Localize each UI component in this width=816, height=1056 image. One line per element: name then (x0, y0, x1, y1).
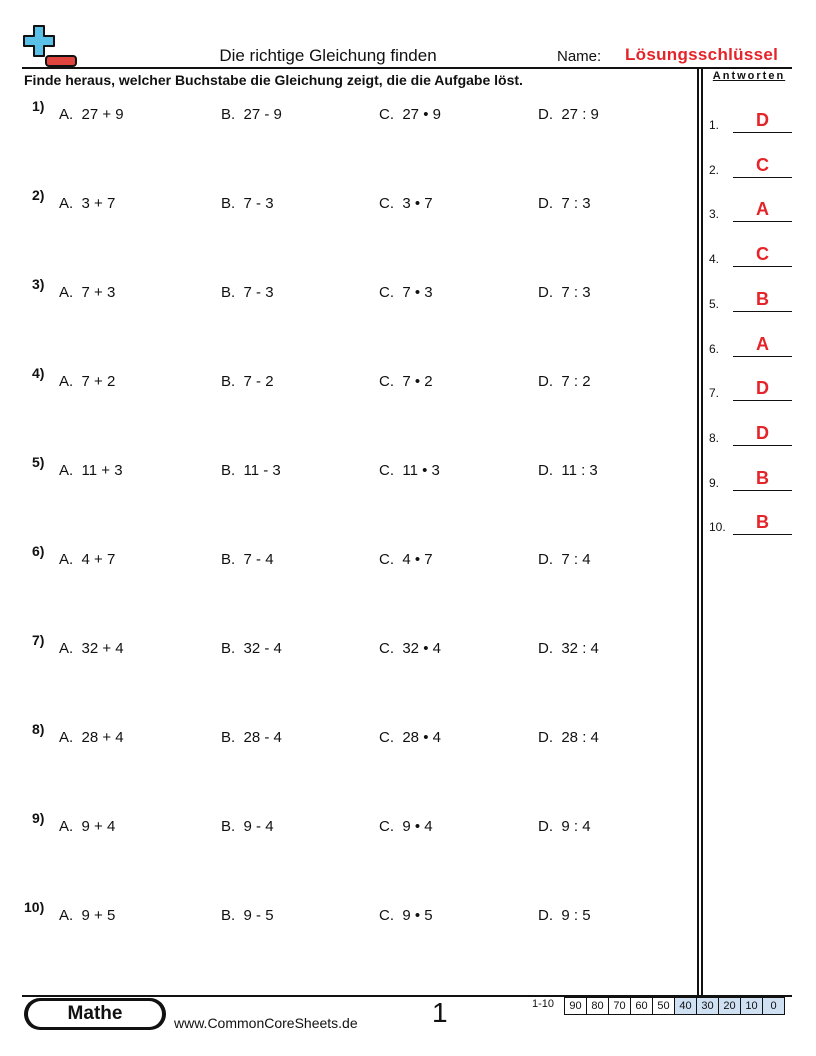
choice-letter: A. (59, 907, 74, 924)
choice-letter: C. (379, 106, 394, 123)
answer-line (733, 177, 792, 178)
subject-badge (24, 998, 166, 1030)
choice-expression: 7 + 3 (81, 284, 116, 301)
choice-expression: 3 + 7 (81, 195, 116, 212)
choice-expression: 32 + 4 (81, 640, 124, 657)
choice-option (379, 640, 441, 657)
answer-number: 5. (709, 296, 720, 311)
problem-row (0, 365, 690, 397)
problem-row (0, 454, 690, 486)
score-cell: 60 (631, 998, 653, 1015)
answer-line (733, 221, 792, 222)
answer-line (733, 445, 792, 446)
answer-line (733, 534, 792, 535)
problem-number: 3) (32, 276, 45, 292)
choice-expression: 28 - 4 (243, 729, 282, 746)
problem-row (0, 276, 690, 308)
problem-number: 4) (32, 365, 45, 381)
choice-option (538, 373, 591, 390)
answer-number: 9. (709, 475, 720, 490)
score-cell: 40 (675, 998, 697, 1015)
choice-letter: B. (221, 195, 236, 212)
problem-row (0, 543, 690, 575)
choice-expression: 11 • 3 (402, 462, 440, 479)
score-range-label: 1-10 (532, 998, 555, 1010)
answer-row (709, 333, 793, 357)
choice-option (221, 907, 274, 924)
choice-option (538, 195, 591, 212)
choice-expression: 7 : 3 (561, 195, 591, 212)
choice-expression: 27 - 9 (243, 106, 282, 123)
choice-expression: 9 - 5 (243, 907, 274, 924)
column-divider-left (697, 67, 699, 996)
choice-option (59, 373, 115, 390)
answer-letter: C (756, 244, 769, 265)
answer-row (709, 243, 793, 267)
choice-letter: A. (59, 729, 74, 746)
score-cell: 0 (763, 998, 785, 1015)
choice-letter: C. (379, 907, 394, 924)
choice-option (379, 106, 441, 123)
choice-letter: D. (538, 551, 553, 568)
answer-number: 3. (709, 207, 720, 222)
choice-option (538, 462, 598, 479)
choice-letter: B. (221, 907, 236, 924)
problem-row (0, 721, 690, 753)
problem-row (0, 632, 690, 664)
choice-expression: 7 : 2 (561, 373, 591, 390)
choice-option (59, 907, 115, 924)
choice-option (59, 106, 124, 123)
answer-line (733, 490, 792, 491)
choice-expression: 7 • 2 (402, 373, 433, 390)
score-cell: 30 (697, 998, 719, 1015)
choice-expression: 9 : 5 (561, 907, 591, 924)
problem-row (0, 98, 690, 130)
choice-letter: C. (379, 640, 394, 657)
choice-option (221, 818, 274, 835)
score-cell: 80 (587, 998, 609, 1015)
choice-letter: A. (59, 106, 74, 123)
choice-expression: 4 + 7 (81, 551, 116, 568)
problem-number: 5) (32, 454, 45, 470)
choice-option (379, 818, 433, 835)
answer-number: 4. (709, 252, 720, 267)
score-cell: 10 (741, 998, 763, 1015)
choice-expression: 9 : 4 (561, 818, 591, 835)
answer-row (709, 467, 793, 491)
name-label: Name: (557, 48, 602, 65)
problem-number: 8) (32, 721, 45, 737)
answer-number: 2. (709, 162, 720, 177)
answer-line (733, 400, 792, 401)
problem-row (0, 187, 690, 219)
choice-letter: D. (538, 729, 553, 746)
choice-expression: 7 - 3 (243, 195, 274, 212)
choice-option (59, 195, 115, 212)
choice-option (221, 462, 281, 479)
choice-expression: 11 + 3 (81, 462, 123, 479)
choice-option (379, 195, 433, 212)
choice-expression: 7 - 2 (243, 373, 274, 390)
choice-letter: D. (538, 373, 553, 390)
answer-letter: D (756, 422, 769, 443)
choice-letter: C. (379, 729, 394, 746)
choice-expression: 7 • 3 (402, 284, 433, 301)
answer-number: 1. (709, 118, 720, 132)
answer-key-label: Lösungsschlüssel (625, 45, 779, 64)
page-number: 1 (432, 997, 448, 1028)
choice-expression: 7 : 4 (561, 551, 591, 568)
answer-row (709, 154, 793, 178)
choice-letter: D. (538, 195, 553, 212)
choice-option (538, 284, 591, 301)
score-cell: 20 (719, 998, 741, 1015)
choice-letter: C. (379, 373, 394, 390)
choice-option (221, 373, 274, 390)
choice-option (379, 729, 441, 746)
choice-option (59, 462, 123, 479)
answer-letter: B (756, 288, 769, 309)
choice-letter: A. (59, 284, 74, 301)
choice-letter: D. (538, 907, 553, 924)
problem-number: 7) (32, 632, 45, 648)
choice-expression: 27 + 9 (81, 106, 124, 123)
choice-expression: 28 + 4 (81, 729, 124, 746)
choice-expression: 3 • 7 (402, 195, 433, 212)
choice-letter: B. (221, 373, 236, 390)
problem-number: 2) (32, 187, 45, 203)
answer-letter: B (756, 512, 769, 533)
answer-number: 8. (709, 430, 720, 445)
choice-option (59, 729, 124, 746)
choice-option (59, 818, 115, 835)
choice-expression: 9 + 4 (81, 818, 116, 835)
choice-expression: 28 • 4 (402, 729, 441, 746)
answer-number: 6. (709, 341, 720, 356)
answer-number: 7. (709, 386, 720, 401)
choice-letter: D. (538, 106, 553, 123)
answer-letter: A (756, 199, 769, 220)
choice-option (221, 284, 274, 301)
choice-option (538, 729, 599, 746)
page-title: Die richtige Gleichung finden (219, 46, 437, 65)
answer-number: 10. (709, 520, 726, 535)
score-cell: 50 (653, 998, 675, 1015)
choice-option (221, 195, 274, 212)
choice-option (221, 106, 282, 123)
choice-expression: 7 - 3 (243, 284, 274, 301)
choice-option (379, 284, 433, 301)
choice-expression: 28 : 4 (561, 729, 599, 746)
answer-row (709, 377, 793, 401)
choice-option (538, 640, 599, 657)
choice-letter: A. (59, 818, 74, 835)
choice-letter: A. (59, 462, 74, 479)
choice-option (538, 907, 591, 924)
header-divider (22, 67, 792, 69)
problem-row (0, 810, 690, 842)
choice-expression: 7 : 3 (561, 284, 591, 301)
choice-option (221, 640, 282, 657)
choice-letter: C. (379, 551, 394, 568)
answer-line (733, 266, 792, 267)
choice-option (59, 284, 115, 301)
choice-letter: B. (221, 551, 236, 568)
choice-letter: A. (59, 195, 74, 212)
answer-row (709, 198, 793, 222)
problem-number: 9) (32, 810, 45, 826)
choice-letter: B. (221, 462, 236, 479)
problem-number: 10) (24, 899, 45, 915)
problem-number: 6) (32, 543, 45, 559)
answer-line (733, 311, 792, 312)
answer-row (709, 422, 793, 446)
choice-letter: C. (379, 462, 394, 479)
choice-letter: C. (379, 195, 394, 212)
choice-expression: 32 • 4 (402, 640, 441, 657)
choice-option (538, 106, 599, 123)
choice-letter: A. (59, 373, 74, 390)
score-table (564, 997, 785, 1015)
choice-letter: D. (538, 284, 553, 301)
choice-expression: 27 : 9 (561, 106, 599, 123)
subject-label: Mathe (28, 1001, 162, 1027)
choice-letter: D. (538, 818, 553, 835)
choice-expression: 7 - 4 (243, 551, 274, 568)
choice-letter: B. (221, 729, 236, 746)
problem-row (0, 899, 690, 931)
choice-letter: B. (221, 284, 236, 301)
choice-expression: 11 : 3 (561, 462, 598, 479)
answer-letter: B (756, 467, 769, 488)
choice-option (379, 907, 433, 924)
choice-expression: 9 + 5 (81, 907, 116, 924)
answer-line (733, 132, 792, 133)
choice-expression: 9 • 5 (402, 907, 433, 924)
choice-expression: 7 + 2 (81, 373, 116, 390)
answer-letter: A (756, 333, 769, 354)
score-cell: 90 (565, 998, 587, 1015)
answer-row (709, 511, 793, 535)
choice-letter: B. (221, 818, 236, 835)
choice-expression: 11 - 3 (243, 462, 281, 479)
answer-letter: C (756, 154, 769, 175)
choice-letter: D. (538, 462, 553, 479)
problem-number: 1) (32, 98, 45, 114)
choice-option (538, 551, 591, 568)
choice-expression: 9 • 4 (402, 818, 433, 835)
choice-option (379, 462, 440, 479)
answer-row (709, 109, 793, 133)
choice-letter: A. (59, 551, 74, 568)
score-cell: 70 (609, 998, 631, 1015)
answer-letter: D (756, 378, 769, 399)
website-text: www.CommonCoreSheets.de (174, 1015, 358, 1031)
choice-letter: A. (59, 640, 74, 657)
instructions: Finde heraus, welcher Buchstabe die Gleichung zeigt, die die Aufgabe löst. (24, 72, 523, 88)
choice-option (59, 640, 124, 657)
choice-option (221, 729, 282, 746)
answer-line (733, 356, 792, 357)
choice-letter: C. (379, 818, 394, 835)
choice-letter: C. (379, 284, 394, 301)
choice-option (379, 551, 433, 568)
choice-option (538, 818, 591, 835)
choice-option (379, 373, 433, 390)
choice-option (221, 551, 274, 568)
answers-header: Antworten (712, 70, 786, 82)
choice-expression: 32 - 4 (243, 640, 282, 657)
answer-row (709, 288, 793, 312)
choice-letter: D. (538, 640, 553, 657)
choice-letter: B. (221, 106, 236, 123)
answer-letter: D (756, 110, 769, 130)
choice-expression: 32 : 4 (561, 640, 599, 657)
choice-expression: 4 • 7 (402, 551, 433, 568)
choice-expression: 9 - 4 (243, 818, 274, 835)
column-divider-right (701, 67, 703, 996)
choice-letter: B. (221, 640, 236, 657)
choice-option (59, 551, 115, 568)
choice-expression: 27 • 9 (402, 106, 441, 123)
